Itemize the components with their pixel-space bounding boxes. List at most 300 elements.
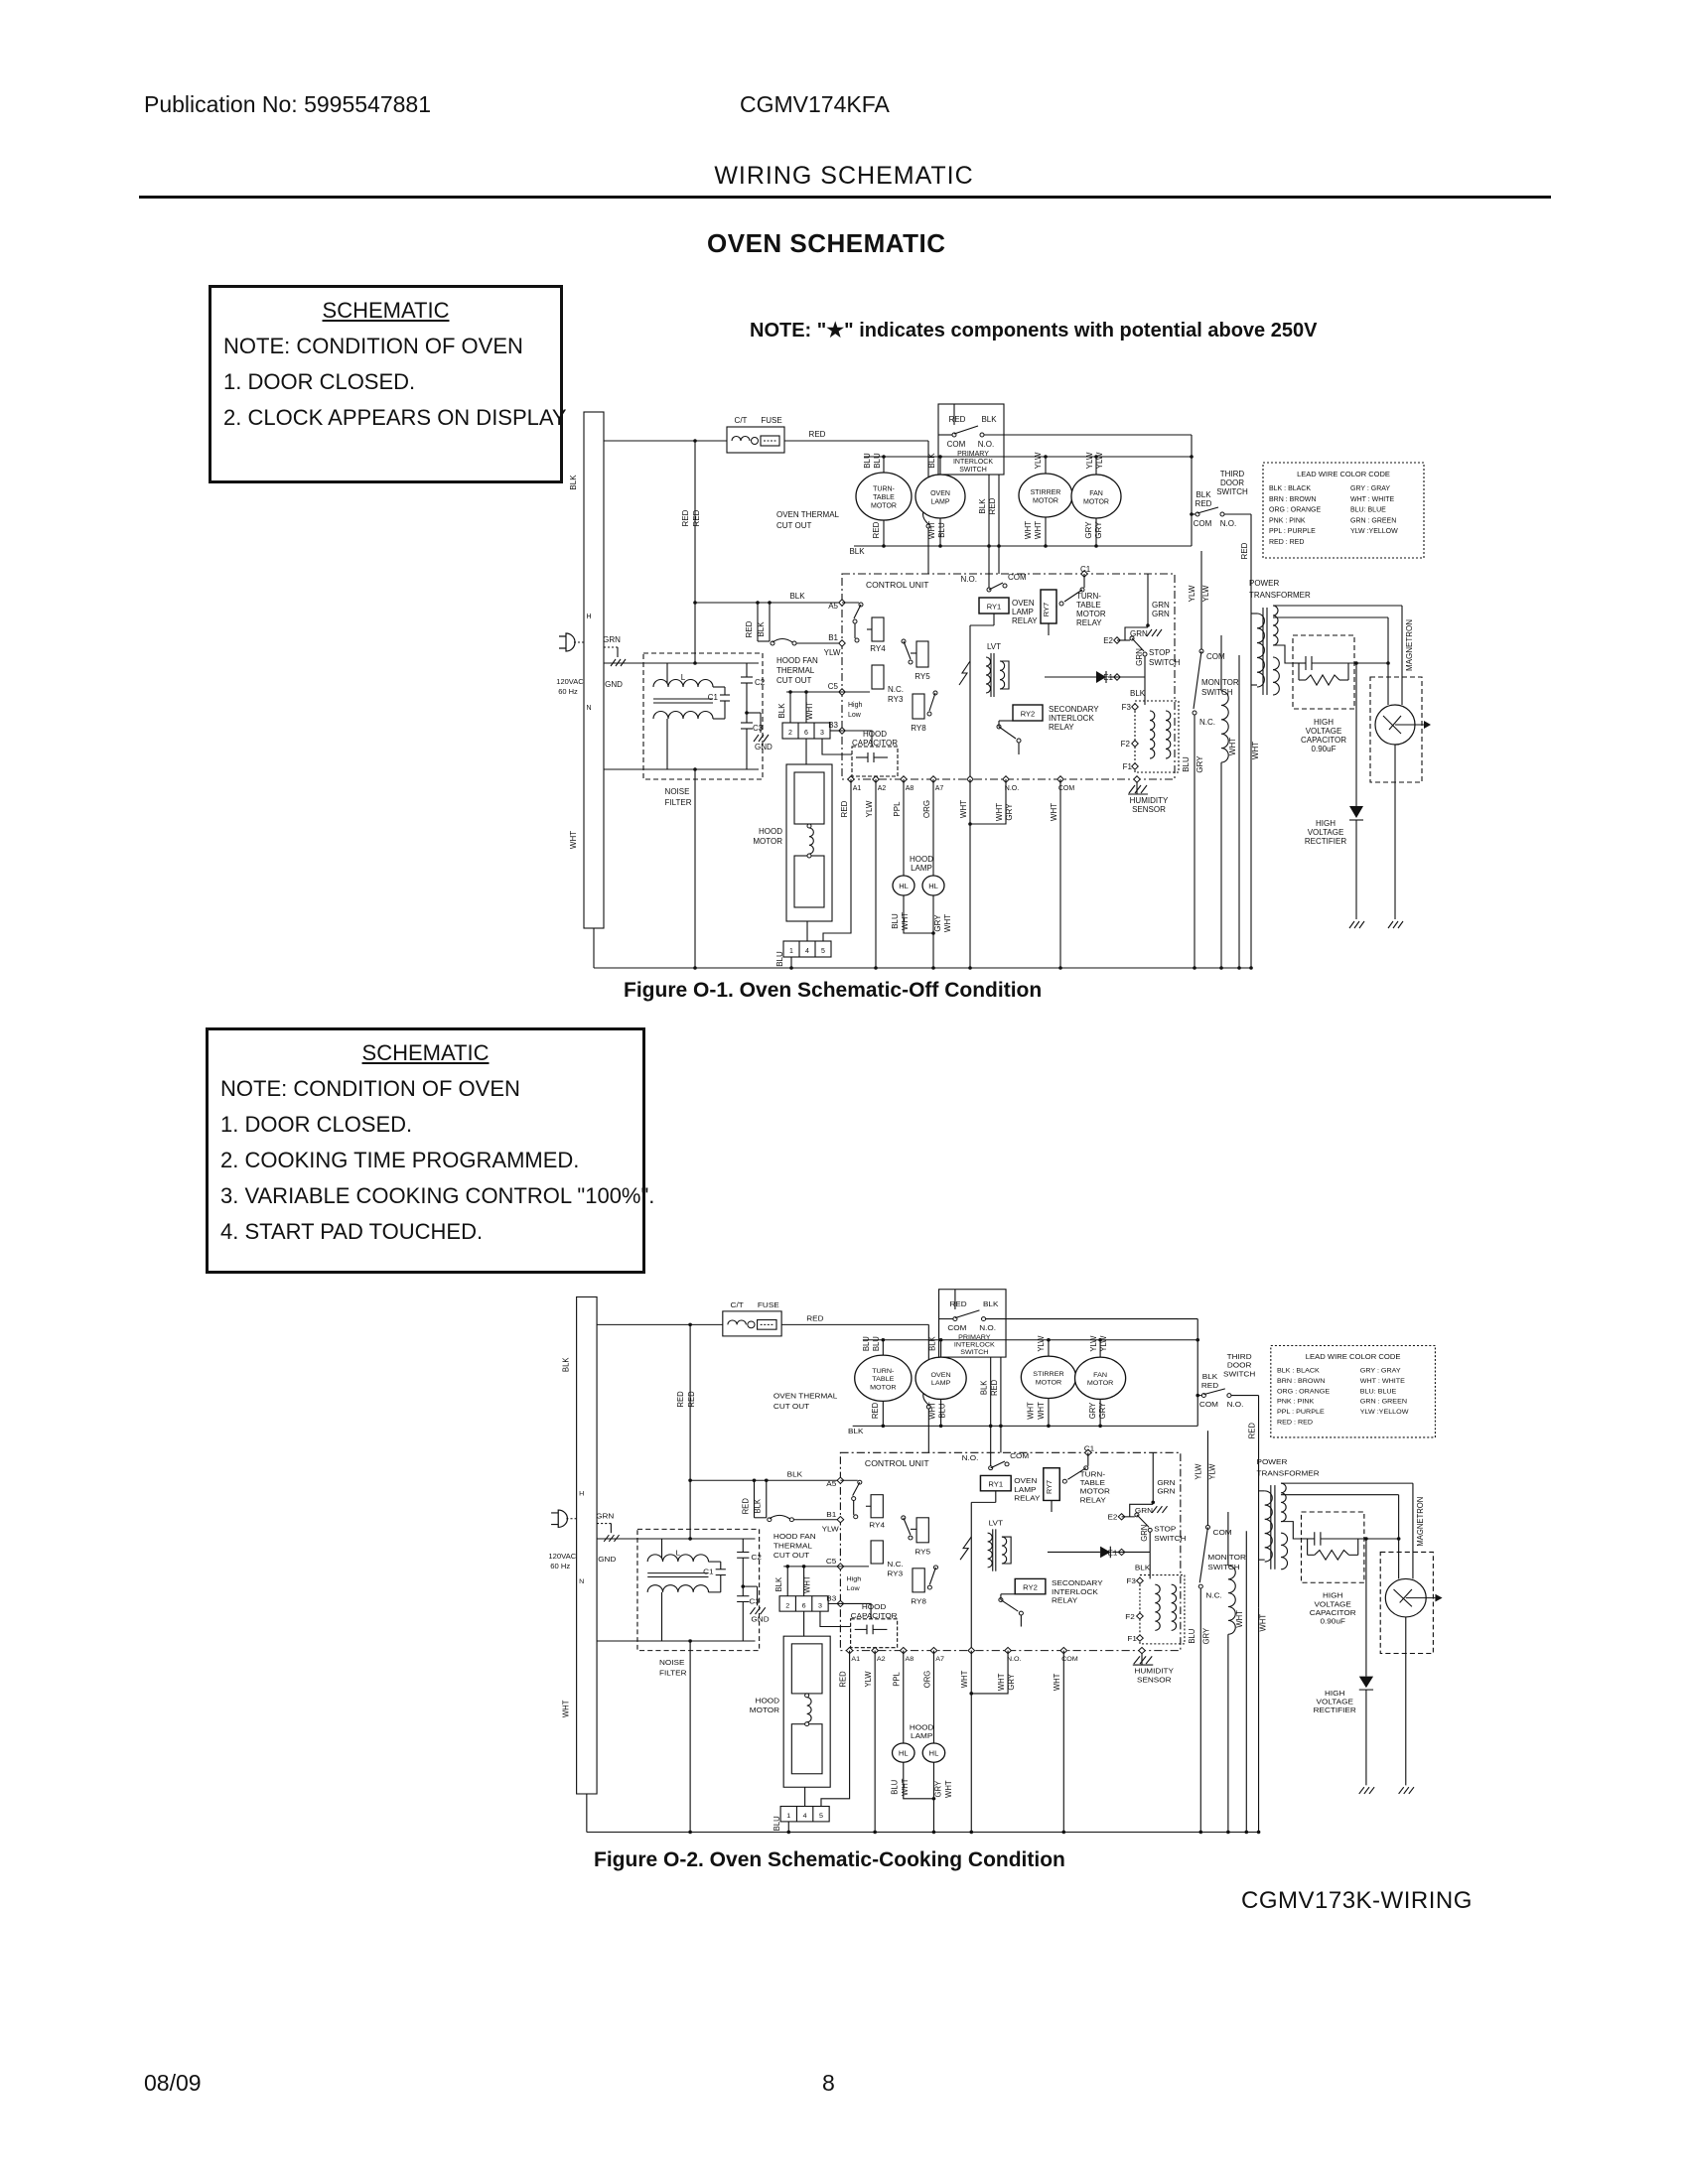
svg-text:E1: E1 (1107, 1548, 1118, 1558)
svg-text:RED: RED (949, 1299, 967, 1309)
svg-text:VOLTAGE: VOLTAGE (1307, 828, 1344, 837)
svg-text:C1: C1 (707, 693, 718, 702)
svg-text:GRN : GREEN: GRN : GREEN (1350, 517, 1397, 525)
svg-text:RELAY: RELAY (1012, 616, 1038, 625)
svg-text:F2: F2 (1125, 1612, 1135, 1621)
svg-text:OVEN: OVEN (1014, 1476, 1038, 1486)
svg-text:C2: C2 (751, 1553, 762, 1563)
svg-text:1: 1 (789, 948, 793, 955)
svg-text:A5: A5 (828, 602, 838, 611)
note-box-title: SCHEMATIC (361, 1040, 490, 1065)
svg-text:YLW: YLW (823, 648, 841, 657)
svg-text:TABLE: TABLE (1079, 1478, 1105, 1488)
note-line: NOTE: CONDITION OF OVEN (220, 1076, 520, 1101)
svg-text:0.90uF: 0.90uF (1320, 1616, 1345, 1626)
svg-text:WHT: WHT (943, 913, 952, 933)
svg-text:WHT: WHT (995, 802, 1004, 822)
svg-text:C5: C5 (825, 1557, 837, 1566)
svg-text:HL: HL (899, 882, 909, 890)
svg-text:COM: COM (1057, 785, 1075, 792)
svg-text:ORG : ORANGE: ORG : ORANGE (1269, 506, 1322, 514)
svg-text:YLW: YLW (1207, 1463, 1217, 1480)
svg-text:RED: RED (692, 509, 701, 527)
svg-text:INTERLOCK: INTERLOCK (953, 1341, 995, 1349)
svg-text:SWITCH: SWITCH (1201, 688, 1233, 697)
svg-text:COM: COM (1206, 652, 1225, 661)
svg-text:RED: RED (840, 800, 849, 818)
svg-text:BLU: BLU (937, 522, 946, 538)
svg-text:BLK: BLK (1134, 1563, 1151, 1572)
svg-text:SWITCH: SWITCH (959, 467, 987, 474)
svg-text:RELAY: RELAY (1049, 723, 1074, 732)
svg-text:RED: RED (988, 497, 997, 515)
svg-text:CAPACITOR: CAPACITOR (1309, 1608, 1356, 1617)
svg-text:N.C.: N.C. (887, 1560, 904, 1569)
header-rule (139, 196, 1551, 199)
svg-text:GRY: GRY (1097, 1402, 1108, 1420)
schematic-note-box-cooking (206, 1027, 655, 1274)
svg-text:YLW: YLW (1194, 1463, 1203, 1480)
svg-text:BLU: BLU (863, 453, 872, 469)
svg-text:SECONDARY: SECONDARY (1049, 705, 1099, 714)
svg-text:GND: GND (755, 743, 773, 751)
svg-text:STOP: STOP (1154, 1524, 1177, 1534)
svg-text:BLK: BLK (757, 621, 766, 637)
svg-text:BLK: BLK (1201, 1372, 1218, 1382)
svg-text:RED : RED: RED : RED (1269, 539, 1305, 546)
svg-text:RY4: RY4 (869, 1520, 886, 1530)
svg-text:SWITCH: SWITCH (1216, 487, 1248, 496)
svg-text:BLK: BLK (569, 475, 578, 490)
svg-text:LAMP: LAMP (1012, 608, 1034, 616)
svg-text:RED: RED (1240, 542, 1249, 560)
svg-text:N: N (579, 1578, 585, 1586)
svg-text:CAPACITOR: CAPACITOR (852, 739, 898, 748)
svg-text:N: N (586, 705, 592, 712)
svg-text:GRN : GREEN: GRN : GREEN (1359, 1398, 1408, 1406)
svg-text:RY2: RY2 (1020, 709, 1036, 719)
svg-text:RED: RED (1195, 499, 1212, 508)
svg-text:PPL: PPL (893, 801, 902, 817)
svg-text:WHT: WHT (805, 701, 814, 721)
note-line: 1. DOOR CLOSED. (223, 369, 416, 394)
svg-text:MOTOR: MOTOR (871, 502, 897, 510)
svg-text:COM: COM (1010, 1451, 1030, 1461)
svg-text:GND: GND (605, 680, 623, 689)
svg-text:WHT: WHT (561, 1700, 571, 1718)
svg-text:TRANSFORMER: TRANSFORMER (1249, 591, 1311, 600)
svg-text:BLK : BLACK: BLK : BLACK (1276, 1367, 1320, 1375)
svg-text:HOOD FAN: HOOD FAN (776, 656, 818, 665)
svg-text:OVEN: OVEN (930, 489, 950, 497)
svg-text:BLK: BLK (979, 1380, 989, 1396)
svg-text:WHT: WHT (1234, 1610, 1245, 1628)
svg-text:C1: C1 (1080, 565, 1091, 574)
svg-text:FUSE: FUSE (761, 416, 782, 425)
svg-text:SWITCH: SWITCH (960, 1349, 989, 1357)
svg-text:GRY: GRY (1087, 1402, 1098, 1420)
note-line: 2. CLOCK APPEARS ON DISPLAY (223, 405, 567, 430)
svg-text:WHT: WHT (1024, 520, 1033, 540)
svg-text:SENSOR: SENSOR (1137, 1675, 1172, 1685)
svg-text:LAMP: LAMP (911, 1731, 933, 1741)
svg-text:RECTIFIER: RECTIFIER (1313, 1706, 1356, 1715)
svg-text:BLU: BLU (1182, 756, 1191, 772)
svg-text:THIRD: THIRD (1219, 470, 1245, 478)
svg-text:MOTOR: MOTOR (753, 837, 782, 846)
svg-text:RY5: RY5 (914, 1547, 931, 1557)
svg-text:RY5: RY5 (914, 672, 930, 681)
svg-text:COM: COM (1061, 1656, 1078, 1664)
svg-text:STIRRER: STIRRER (1030, 488, 1061, 496)
svg-text:MOTOR: MOTOR (870, 1384, 897, 1392)
svg-text:GRN: GRN (1157, 1478, 1176, 1488)
svg-text:HIGH: HIGH (1314, 718, 1334, 727)
svg-text:SECONDARY: SECONDARY (1052, 1578, 1103, 1588)
svg-text:2: 2 (788, 730, 792, 737)
svg-text:CUT OUT: CUT OUT (776, 676, 812, 685)
svg-text:L: L (680, 673, 686, 682)
svg-text:GRN: GRN (1139, 1524, 1150, 1542)
svg-text:PNK : PINK: PNK : PINK (1276, 1398, 1315, 1406)
svg-text:CUT OUT: CUT OUT (773, 1551, 810, 1561)
svg-text:GRY : GRAY: GRY : GRAY (1350, 485, 1391, 492)
svg-text:HOOD: HOOD (755, 1696, 780, 1706)
svg-text:C2: C2 (755, 678, 766, 687)
svg-text:THERMAL: THERMAL (773, 1541, 812, 1551)
svg-text:YLW: YLW (863, 1671, 874, 1688)
svg-text:GRY: GRY (1005, 803, 1014, 821)
svg-text:GRY: GRY (1084, 521, 1093, 539)
svg-text:RED: RED (1200, 1381, 1219, 1390)
svg-text:OVEN: OVEN (1012, 599, 1035, 608)
svg-text:N.O.: N.O. (960, 575, 977, 584)
note-line: 4. START PAD TOUCHED. (220, 1219, 484, 1244)
svg-text:HUMIDITY: HUMIDITY (1129, 796, 1169, 805)
svg-text:CONTROL UNIT: CONTROL UNIT (864, 1458, 929, 1468)
note-box-lines (220, 1076, 655, 1245)
svg-text:RED: RED (872, 521, 881, 539)
svg-text:BLK: BLK (849, 547, 865, 556)
svg-text:HIGH: HIGH (1325, 1689, 1345, 1698)
svg-text:A5: A5 (826, 1479, 837, 1488)
svg-text:RY8: RY8 (911, 1596, 926, 1606)
svg-text:STIRRER: STIRRER (1033, 1371, 1064, 1379)
footer-page-number: 8 (822, 2070, 835, 2096)
svg-text:GRN: GRN (1135, 648, 1144, 666)
figure-2-caption: Figure O-2. Oven Schematic-Cooking Condition (594, 1848, 1065, 1871)
svg-text:RY4: RY4 (870, 644, 886, 653)
svg-text:0.90uF: 0.90uF (1311, 745, 1336, 753)
svg-text:GRN: GRN (1130, 629, 1148, 638)
svg-text:HOOD: HOOD (759, 827, 782, 836)
svg-text:YLW: YLW (1201, 585, 1210, 603)
svg-text:2: 2 (785, 1602, 790, 1610)
svg-text:RED: RED (948, 415, 966, 424)
svg-text:VOLTAGE: VOLTAGE (1314, 1599, 1351, 1609)
svg-text:RY3: RY3 (888, 695, 904, 704)
svg-text:HL: HL (928, 1748, 939, 1758)
svg-text:INTERLOCK: INTERLOCK (1052, 1587, 1098, 1596)
svg-text:COM: COM (1212, 1528, 1232, 1538)
svg-text:A8: A8 (905, 1656, 914, 1664)
svg-text:F1: F1 (1122, 762, 1132, 771)
svg-text:BLU: BLU (890, 1779, 900, 1795)
svg-text:INTERLOCK: INTERLOCK (1049, 714, 1094, 723)
note-line: NOTE: CONDITION OF OVEN (223, 334, 523, 358)
svg-text:YLW: YLW (1085, 452, 1094, 470)
note-line: 3. VARIABLE COOKING CONTROL "100%". (220, 1183, 655, 1208)
svg-text:B1: B1 (826, 1510, 837, 1519)
svg-text:GRY: GRY (1196, 755, 1204, 773)
svg-text:RY2: RY2 (1023, 1582, 1038, 1592)
svg-text:WHT: WHT (1050, 802, 1058, 822)
svg-text:TABLE: TABLE (872, 1376, 895, 1384)
svg-text:L: L (675, 1548, 681, 1558)
svg-text:WHT: WHT (1036, 1402, 1046, 1420)
svg-text:WHT: WHT (901, 911, 910, 931)
svg-text:BLU: BLU (775, 951, 784, 967)
svg-text:BLK: BLK (1196, 490, 1211, 499)
svg-text:HOOD: HOOD (861, 1602, 887, 1612)
svg-text:THERMAL: THERMAL (776, 666, 815, 675)
svg-text:MOTOR: MOTOR (749, 1706, 780, 1715)
svg-text:GRY: GRY (933, 914, 942, 932)
svg-text:MAGNETRON: MAGNETRON (1415, 1496, 1426, 1547)
svg-text:MOTOR: MOTOR (1076, 610, 1106, 618)
svg-text:BLK: BLK (753, 1498, 763, 1514)
wiring-doc-code: CGMV173K-WIRING (1241, 1887, 1473, 1914)
svg-text:BLU: BLU (772, 1816, 782, 1832)
svg-text:LEAD WIRE COLOR CODE: LEAD WIRE COLOR CODE (1297, 470, 1390, 478)
note-line: 2. COOKING TIME PROGRAMMED. (220, 1148, 580, 1172)
svg-text:60 Hz: 60 Hz (550, 1562, 571, 1570)
svg-text:A7: A7 (934, 785, 944, 792)
svg-text:WHT: WHT (1052, 1673, 1062, 1692)
svg-text:CAPACITOR: CAPACITOR (1301, 736, 1346, 745)
svg-text:OVEN THERMAL: OVEN THERMAL (773, 1391, 838, 1401)
svg-text:GRY : GRAY: GRY : GRAY (1359, 1367, 1401, 1375)
svg-text:CUT OUT: CUT OUT (773, 1402, 810, 1412)
svg-text:GRN: GRN (603, 635, 621, 644)
svg-text:BLK: BLK (777, 703, 786, 719)
oven-schematic-cooking-diagram (548, 1283, 1462, 1844)
svg-text:N.C.: N.C. (1199, 718, 1215, 727)
svg-text:WHT: WHT (1228, 737, 1237, 756)
svg-text:WHT: WHT (1034, 520, 1043, 540)
note-line: 1. DOOR CLOSED. (220, 1112, 413, 1137)
svg-text:N.C.: N.C. (1205, 1590, 1222, 1600)
svg-text:High: High (848, 702, 863, 709)
svg-text:N.O.: N.O. (1219, 519, 1237, 528)
svg-text:4: 4 (805, 948, 809, 955)
svg-text:BLU: BLU (872, 1336, 882, 1352)
svg-text:RY3: RY3 (887, 1569, 904, 1578)
svg-text:COM: COM (1008, 573, 1027, 582)
svg-text:YLW: YLW (821, 1524, 839, 1534)
svg-text:C1: C1 (703, 1567, 714, 1576)
svg-text:WHT: WHT (927, 520, 936, 540)
svg-text:BLK: BLK (982, 1299, 999, 1309)
svg-text:RY7: RY7 (1044, 1480, 1055, 1494)
svg-text:TURN-: TURN- (1076, 592, 1101, 601)
svg-text:E2: E2 (1107, 1512, 1118, 1522)
svg-text:YLW :YELLOW: YLW :YELLOW (1350, 528, 1398, 536)
svg-text:F1: F1 (1127, 1634, 1137, 1643)
svg-text:RY7: RY7 (1042, 602, 1051, 617)
svg-text:WHT: WHT (959, 1670, 970, 1689)
svg-text:LVT: LVT (986, 642, 1002, 651)
svg-text:HL: HL (928, 882, 938, 890)
high-potential-note: NOTE: "★" indicates components with potential above 250V (750, 320, 1318, 341)
svg-text:WHT: WHT (959, 799, 968, 819)
svg-text:GRN: GRN (1134, 1506, 1154, 1515)
svg-text:TABLE: TABLE (873, 494, 895, 501)
svg-text:POWER: POWER (1256, 1457, 1288, 1466)
svg-text:GRN: GRN (1152, 610, 1170, 618)
svg-text:MONITOR: MONITOR (1201, 678, 1239, 687)
svg-text:H: H (586, 614, 592, 620)
svg-text:RELAY: RELAY (1014, 1493, 1041, 1503)
svg-text:WHT : WHITE: WHT : WHITE (1350, 495, 1395, 503)
svg-text:TURN-: TURN- (872, 1368, 895, 1375)
svg-text:COM: COM (1193, 519, 1212, 528)
svg-text:GRN: GRN (596, 1511, 615, 1521)
svg-text:H: H (579, 1490, 585, 1498)
svg-text:GRN: GRN (1157, 1486, 1176, 1496)
note-box-title: SCHEMATIC (322, 298, 450, 323)
svg-text:HOOD FAN: HOOD FAN (773, 1532, 816, 1541)
svg-text:60 Hz: 60 Hz (558, 687, 578, 696)
svg-text:120VAC: 120VAC (556, 677, 584, 686)
svg-text:OVEN: OVEN (930, 1372, 951, 1379)
svg-text:PPL : PURPLE: PPL : PURPLE (1276, 1409, 1325, 1417)
svg-text:CONTROL UNIT: CONTROL UNIT (866, 580, 929, 590)
svg-text:A1: A1 (851, 1656, 861, 1664)
svg-text:SENSOR: SENSOR (1132, 805, 1166, 814)
svg-text:HUMIDITY: HUMIDITY (1134, 1666, 1175, 1676)
svg-text:WHT: WHT (996, 1673, 1007, 1692)
svg-text:RECTIFIER: RECTIFIER (1304, 837, 1347, 846)
svg-text:TABLE: TABLE (1076, 601, 1101, 610)
svg-text:GRY: GRY (1201, 1627, 1211, 1645)
svg-text:C3: C3 (749, 1596, 760, 1606)
svg-text:WHT: WHT (943, 1780, 953, 1798)
svg-text:FILTER: FILTER (658, 1668, 687, 1678)
svg-text:YLW: YLW (1034, 452, 1043, 470)
svg-text:WHT: WHT (1258, 1613, 1268, 1632)
svg-text:1: 1 (786, 1813, 791, 1820)
svg-text:OVEN THERMAL: OVEN THERMAL (776, 510, 839, 519)
svg-text:YLW: YLW (865, 800, 874, 818)
section-title: WIRING SCHEMATIC (714, 162, 974, 190)
svg-text:SWITCH: SWITCH (1207, 1562, 1240, 1571)
svg-text:RY1: RY1 (988, 1479, 1004, 1489)
svg-text:INTERLOCK: INTERLOCK (952, 459, 994, 466)
svg-text:BLK: BLK (789, 592, 805, 601)
svg-text:N.O.: N.O. (977, 440, 995, 449)
svg-text:RED : RED: RED : RED (1276, 1419, 1314, 1427)
svg-text:C3: C3 (753, 724, 764, 733)
svg-text:FAN: FAN (1093, 1372, 1108, 1379)
svg-text:N.O.: N.O. (979, 1323, 997, 1333)
note-box-lines (223, 334, 567, 431)
svg-text:BLK : BLACK: BLK : BLACK (1269, 485, 1312, 492)
svg-text:SWITCH: SWITCH (1154, 1534, 1187, 1543)
oven-schematic-off-diagram (556, 397, 1450, 981)
svg-text:NOISE: NOISE (664, 787, 690, 796)
svg-text:DOOR: DOOR (1220, 478, 1244, 487)
svg-text:SWITCH: SWITCH (1149, 658, 1181, 667)
svg-text:GND: GND (751, 1614, 770, 1624)
page-title: OVEN SCHEMATIC (707, 228, 946, 258)
svg-text:GRY: GRY (1006, 1674, 1017, 1691)
svg-text:ORG: ORG (922, 799, 931, 819)
svg-text:F3: F3 (1126, 1576, 1136, 1586)
svg-text:A7: A7 (935, 1656, 944, 1664)
svg-text:WHT : WHITE: WHT : WHITE (1359, 1378, 1405, 1385)
svg-text:COM: COM (947, 1323, 967, 1333)
svg-text:BLK: BLK (978, 498, 987, 514)
svg-text:F2: F2 (1120, 740, 1130, 749)
svg-text:HIGH: HIGH (1322, 1590, 1343, 1600)
svg-text:BLU: BLU (873, 453, 882, 469)
svg-text:ORG: ORG (922, 1670, 932, 1689)
svg-text:RED: RED (838, 1671, 848, 1688)
svg-text:TURN-: TURN- (1079, 1469, 1106, 1479)
svg-text:YLW: YLW (1036, 1335, 1046, 1352)
svg-text:BRN : BROWN: BRN : BROWN (1276, 1378, 1326, 1385)
svg-text:HOOD: HOOD (910, 855, 933, 864)
svg-text:LAMP: LAMP (930, 1380, 951, 1388)
svg-text:E1: E1 (1103, 673, 1113, 682)
svg-text:6: 6 (804, 730, 808, 737)
svg-text:Low: Low (846, 1585, 860, 1592)
svg-text:CAPACITOR: CAPACITOR (850, 1611, 898, 1620)
svg-text:BLK: BLK (774, 1576, 784, 1592)
svg-text:GRN: GRN (1152, 601, 1170, 610)
svg-text:COM: COM (1198, 1400, 1219, 1410)
svg-text:HOOD: HOOD (909, 1722, 934, 1732)
svg-text:N.O.: N.O. (1006, 1656, 1022, 1664)
svg-text:A2: A2 (876, 1656, 886, 1664)
svg-text:B1: B1 (828, 633, 838, 642)
svg-text:VOLTAGE: VOLTAGE (1305, 727, 1342, 736)
svg-text:TURN-: TURN- (873, 485, 895, 493)
svg-text:LAMP: LAMP (930, 498, 950, 506)
svg-text:WHT: WHT (802, 1575, 812, 1593)
svg-text:BLU: BLU (891, 913, 900, 929)
svg-text:TRANSFORMER: TRANSFORMER (1256, 1468, 1320, 1478)
svg-text:MOTOR: MOTOR (1086, 1380, 1114, 1388)
svg-text:MOTOR: MOTOR (1083, 498, 1109, 506)
svg-text:N.O.: N.O. (1004, 785, 1020, 792)
svg-text:FILTER: FILTER (664, 798, 692, 807)
svg-text:FUSE: FUSE (757, 1300, 779, 1309)
svg-text:MONITOR: MONITOR (1207, 1553, 1246, 1563)
svg-text:BLK: BLK (1130, 689, 1146, 698)
svg-text:BLU: BLU (937, 1403, 947, 1419)
svg-text:A1: A1 (852, 785, 862, 792)
svg-text:4: 4 (802, 1813, 807, 1820)
svg-text:RED: RED (808, 430, 826, 439)
svg-text:BLU: BLU (861, 1336, 872, 1352)
svg-text:POWER: POWER (1249, 579, 1280, 588)
svg-text:FAN: FAN (1089, 489, 1103, 497)
svg-text:E2: E2 (1103, 636, 1113, 645)
svg-text:STOP: STOP (1149, 648, 1171, 657)
svg-text:C5: C5 (827, 682, 838, 691)
